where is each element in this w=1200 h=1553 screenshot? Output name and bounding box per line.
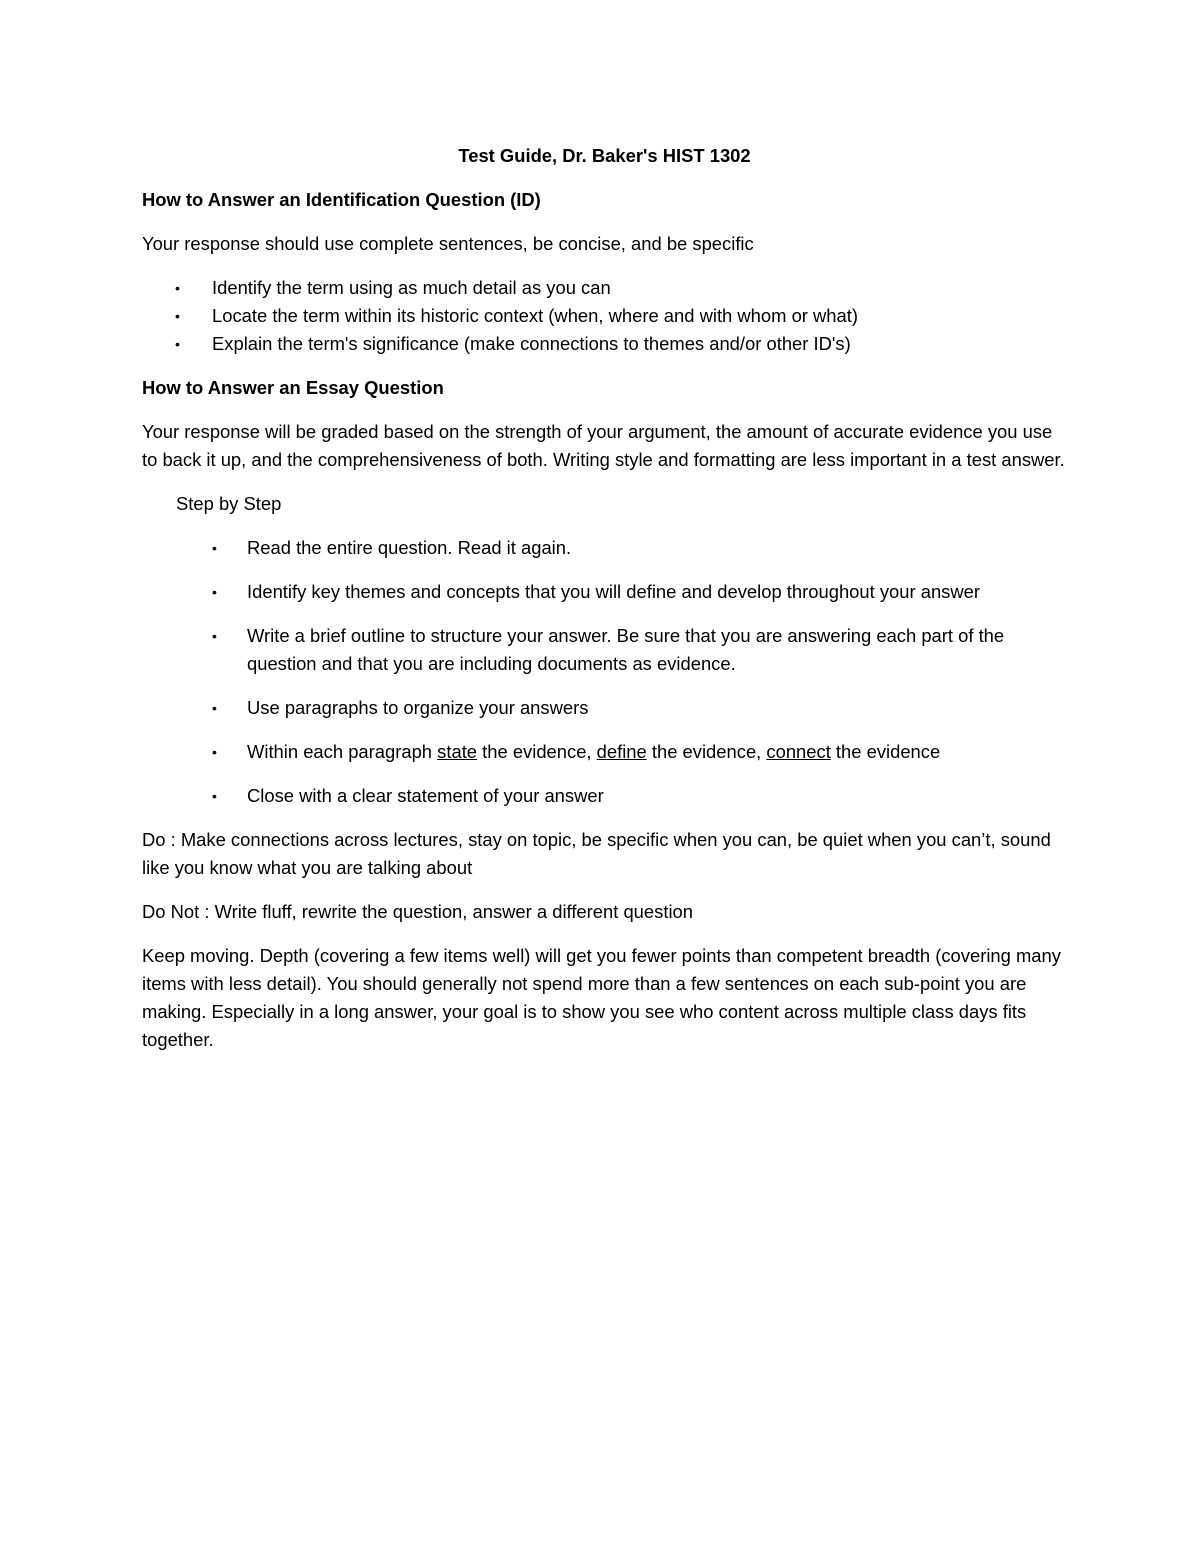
evidence-word-state: state (437, 741, 478, 762)
essay-step-item: • Use paragraphs to organize your answers (142, 694, 1067, 722)
evidence-word-define: define (596, 741, 647, 762)
id-bullet-list (142, 274, 1067, 358)
do-paragraph: Do : Make connections across lectures, stay on topic, be specific when you can, be quiet when you can’t, sound like you know what you are talking about (142, 829, 1051, 878)
essay-step-item: • Write a brief outline to structure your answer. Be sure that you are answering each part of the question and that you are including documents as evidence. (142, 622, 1067, 678)
essay-step-item-evidence (142, 738, 1067, 766)
evidence-word-connect: connect (766, 741, 831, 762)
essay-step-item: • Read the entire question. Read it again. (142, 534, 1067, 562)
essay-step-item: • Close with a clear statement of your answer (142, 782, 1067, 810)
keep-moving-paragraph: Keep moving. Depth (covering a few items well) will get you fewer points than competent breadth (covering many items with less detail). You should generally not spend more than a few sentences on each sub-point you are making. Especially in a long answer, your goal is to show you see who content across multiple class days fits together. (142, 945, 1061, 1050)
id-section-intro: Your response should use complete sentences, be concise, and be specific (142, 233, 754, 254)
document-body (142, 142, 1067, 1070)
id-bullet-item: • Explain the term's significance (make connections to themes and/or other ID's) (142, 330, 1067, 358)
essay-step-list (142, 534, 1067, 810)
id-section-heading: How to Answer an Identification Question (ID) (142, 189, 541, 210)
step-by-step-label: Step by Step (176, 493, 282, 514)
id-bullet-item: • Locate the term within its historic context (when, where and with whom or what) (142, 302, 1067, 330)
do-not-paragraph: Do Not : Write fluff, rewrite the question, answer a different question (142, 901, 693, 922)
evidence-suffix: the evidence (830, 741, 941, 762)
essay-section-intro: Your response will be graded based on the strength of your argument, the amount of accurate evidence you use to back it up, and the comprehensiveness of both. Writing style and formatting are less important in a test answer. (142, 421, 1065, 470)
essay-section-heading: How to Answer an Essay Question (142, 377, 444, 398)
id-bullet-item: • Identify the term using as much detail as you can (142, 274, 1067, 302)
evidence-prefix: Within each paragraph (247, 741, 438, 762)
evidence-mid-1: the evidence, (477, 741, 597, 762)
document-title: Test Guide, Dr. Baker's HIST 1302 (458, 145, 751, 166)
evidence-mid-2: the evidence, (646, 741, 767, 762)
essay-step-item: • Identify key themes and concepts that you will define and develop throughout your answer (142, 578, 1067, 606)
